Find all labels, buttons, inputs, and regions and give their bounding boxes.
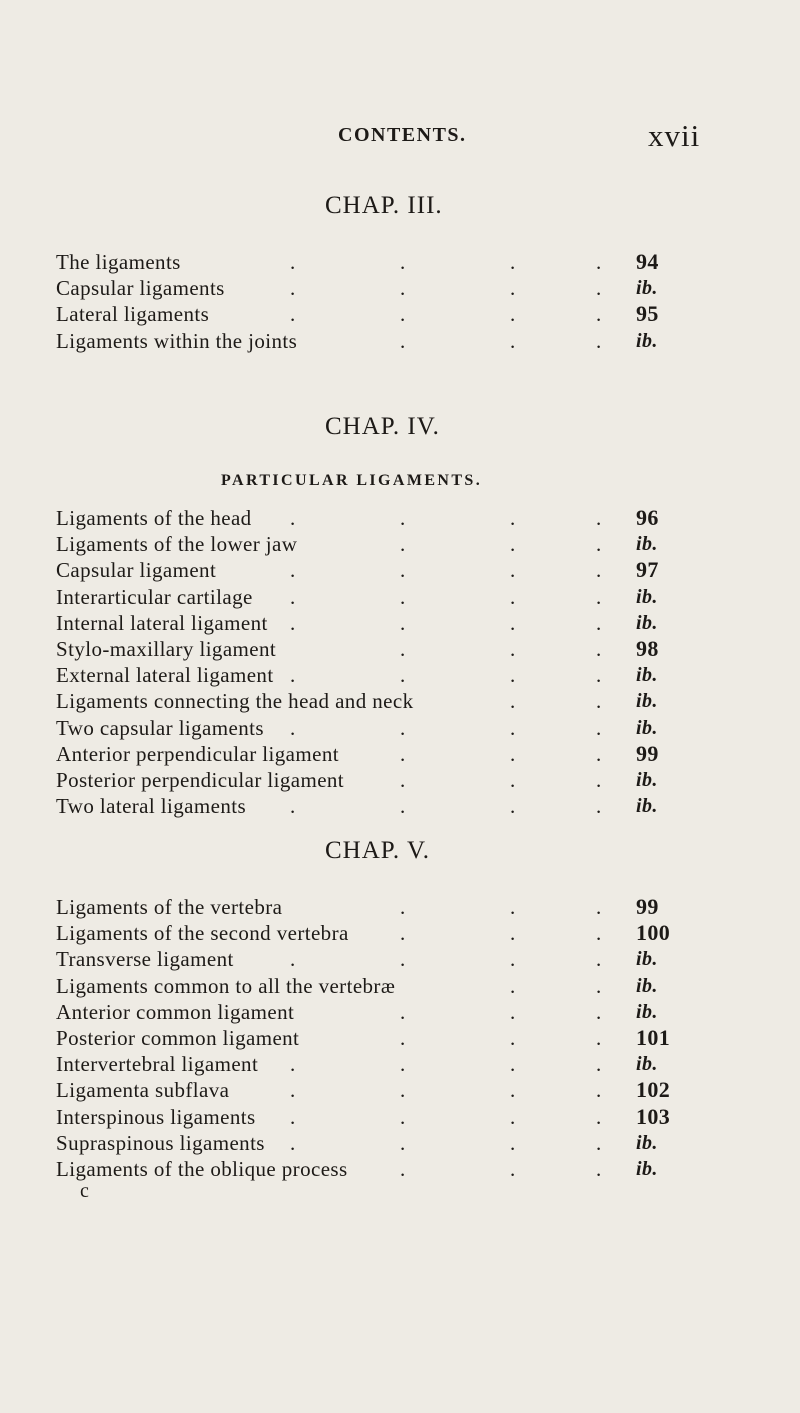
toc-entry-title: Ligaments of the vertebra	[56, 895, 283, 919]
leader-dot: .	[290, 558, 296, 583]
toc-entry	[56, 636, 726, 662]
toc-entry-page: 96	[636, 505, 659, 530]
leader-dot: .	[290, 794, 296, 819]
toc-entry-page: ib.	[636, 1053, 658, 1076]
leader-dot: .	[510, 689, 516, 714]
leader-dot: .	[400, 1078, 406, 1103]
leader-dot: .	[510, 506, 516, 530]
toc-entry	[56, 973, 726, 999]
toc-entry	[56, 741, 726, 767]
leader-dot: .	[290, 1130, 296, 1155]
toc-entry	[56, 249, 726, 275]
leader-dot: .	[596, 584, 602, 609]
leader-dot: .	[290, 663, 296, 688]
leader-dot: .	[400, 767, 406, 792]
toc-entry-title: Lateral ligaments	[56, 302, 210, 327]
toc-entry-title: Posterior perpendicular ligament	[56, 767, 345, 792]
leader-dot: .	[400, 921, 406, 946]
leader-dot: .	[596, 610, 602, 635]
toc-entry	[56, 275, 726, 301]
leader-dot: .	[596, 1052, 602, 1077]
leader-dot: .	[290, 1052, 296, 1077]
toc-entry-title: Anterior common ligament	[56, 999, 295, 1024]
leader-dot: .	[400, 558, 406, 583]
toc-entry	[56, 610, 726, 636]
leader-dot: .	[510, 302, 516, 327]
leader-dot: .	[510, 1052, 516, 1077]
leader-dot: .	[596, 250, 602, 274]
leader-dot: .	[596, 506, 602, 530]
leader-dot: .	[290, 506, 296, 530]
leader-dot: .	[510, 794, 516, 819]
toc-entry-page: 97	[636, 557, 659, 583]
leader-dot: .	[400, 1130, 406, 1155]
leader-dot: .	[596, 767, 602, 792]
leader-dot: .	[510, 1130, 516, 1155]
chapter-subheading: PARTICULAR LIGAMENTS.	[221, 472, 483, 489]
toc-entry-page: 103	[636, 1103, 671, 1129]
toc-entry-page: ib.	[636, 974, 658, 997]
toc-entry	[56, 1051, 726, 1077]
running-head	[0, 118, 800, 158]
leader-dot: .	[596, 973, 602, 998]
toc-entry-page: 94	[636, 249, 659, 274]
leader-dot: .	[596, 558, 602, 583]
toc-entry-title: Intervertebral ligament	[56, 1052, 259, 1077]
toc-entry-title: Anterior perpendicular ligament	[56, 741, 339, 766]
chapter-entries	[56, 505, 726, 819]
toc-entry	[56, 999, 726, 1025]
toc-entry-title: Two lateral ligaments	[56, 794, 247, 819]
leader-dot: .	[596, 947, 602, 972]
leader-dot: .	[596, 895, 602, 919]
leader-dot: .	[596, 794, 602, 819]
toc-entry	[56, 1104, 726, 1130]
leader-dot: .	[400, 663, 406, 688]
leader-dot: .	[596, 689, 602, 714]
toc-entry	[56, 767, 726, 793]
toc-entry-title: Ligaments within the joints	[56, 328, 298, 353]
leader-dot: .	[510, 715, 516, 740]
toc-entry-page: ib.	[636, 716, 658, 739]
toc-entry-title: Ligamenta subflava	[56, 1078, 230, 1103]
leader-dot: .	[596, 532, 602, 557]
leader-dot: .	[510, 250, 516, 274]
leader-dot: .	[290, 1078, 296, 1103]
leader-dot: .	[510, 1078, 516, 1103]
toc-entry-title: Posterior common ligament	[56, 1025, 300, 1050]
toc-entry	[56, 920, 726, 946]
toc-entry-title: Supraspinous ligaments	[56, 1130, 265, 1155]
chapter-heading: CHAP. V.	[325, 837, 431, 864]
signature-mark: c	[80, 1180, 89, 1202]
toc-entry	[56, 688, 726, 714]
leader-dot: .	[400, 741, 406, 766]
toc-entry	[56, 531, 726, 557]
leader-dot: .	[510, 895, 516, 919]
toc-entry-page: ib.	[636, 277, 658, 300]
leader-dot: .	[400, 1156, 406, 1181]
leader-dot: .	[596, 276, 602, 301]
leader-dot: .	[510, 532, 516, 557]
leader-dot: .	[400, 1052, 406, 1077]
toc-entry-title: Capsular ligaments	[56, 276, 225, 301]
leader-dot: .	[290, 302, 296, 327]
toc-entry-title: Stylo-maxillary ligament	[56, 636, 277, 661]
toc-entry-title: Ligaments of the oblique process	[56, 1156, 348, 1181]
chapter-heading: CHAP. III.	[325, 192, 443, 219]
leader-dot: .	[400, 1104, 406, 1129]
toc-entry-title: Ligaments common to all the vertebræ	[56, 973, 396, 998]
leader-dot: .	[596, 1104, 602, 1129]
leader-dot: .	[596, 1078, 602, 1103]
leader-dot: .	[510, 328, 516, 353]
toc-entry-page: ib.	[636, 611, 658, 634]
leader-dot: .	[510, 741, 516, 766]
toc-entry-page: 100	[636, 920, 671, 946]
leader-dot: .	[400, 250, 406, 274]
leader-dot: .	[400, 610, 406, 635]
leader-dot: .	[400, 999, 406, 1024]
leader-dot: .	[290, 584, 296, 609]
toc-entry-title: Two capsular ligaments	[56, 715, 264, 740]
toc-entry-page: ib.	[636, 1157, 658, 1180]
toc-entry	[56, 1025, 726, 1051]
toc-entry-title: Interarticular cartilage	[56, 584, 253, 609]
toc-entry	[56, 946, 726, 972]
leader-dot: .	[596, 302, 602, 327]
leader-dot: .	[510, 1025, 516, 1050]
toc-entry	[56, 328, 726, 354]
chapter-entries	[56, 894, 726, 1182]
toc-entry-title: Internal lateral ligament	[56, 610, 268, 635]
leader-dot: .	[596, 741, 602, 766]
leader-dot: .	[400, 506, 406, 530]
toc-entry-page: ib.	[636, 664, 658, 687]
toc-entry-title: Capsular ligament	[56, 558, 217, 583]
leader-dot: .	[510, 276, 516, 301]
toc-entry-page: ib.	[636, 533, 658, 556]
leader-dot: .	[400, 947, 406, 972]
leader-dot: .	[510, 1104, 516, 1129]
toc-entry-title: Ligaments connecting the head and neck	[56, 689, 414, 714]
leader-dot: .	[596, 636, 602, 661]
toc-entry-page: ib.	[636, 795, 658, 818]
toc-entry-title: External lateral ligament	[56, 663, 274, 688]
toc-entry-page: ib.	[636, 948, 658, 971]
leader-dot: .	[290, 250, 296, 274]
leader-dot: .	[510, 973, 516, 998]
leader-dot: .	[400, 636, 406, 661]
leader-dot: .	[400, 532, 406, 557]
toc-entry	[56, 1156, 726, 1182]
toc-entry-page: ib.	[636, 1131, 658, 1154]
leader-dot: .	[596, 715, 602, 740]
leader-dot: .	[290, 1104, 296, 1129]
leader-dot: .	[400, 276, 406, 301]
toc-entry-page: 101	[636, 1024, 671, 1050]
toc-entry-title: The ligaments	[56, 250, 181, 274]
toc-entry-title: Ligaments of the second vertebra	[56, 921, 349, 946]
toc-entry	[56, 557, 726, 583]
running-head-page-number: xvii	[648, 118, 701, 153]
toc-entry	[56, 1077, 726, 1103]
toc-entry-page: ib.	[636, 329, 658, 352]
leader-dot: .	[510, 636, 516, 661]
leader-dot: .	[596, 328, 602, 353]
toc-entry	[56, 1130, 726, 1156]
leader-dot: .	[400, 895, 406, 919]
leader-dot: .	[510, 610, 516, 635]
toc-entry	[56, 584, 726, 610]
leader-dot: .	[596, 921, 602, 946]
toc-entry-title: Interspinous ligaments	[56, 1104, 256, 1129]
toc-entry	[56, 715, 726, 741]
toc-entry	[56, 894, 726, 920]
leader-dot: .	[290, 276, 296, 301]
leader-dot: .	[400, 715, 406, 740]
toc-entry	[56, 301, 726, 327]
toc-entry-page: ib.	[636, 1000, 658, 1023]
running-head-title: CONTENTS.	[338, 124, 467, 146]
leader-dot: .	[510, 767, 516, 792]
toc-entry-page: ib.	[636, 690, 658, 713]
toc-entry-title: Transverse ligament	[56, 947, 234, 972]
leader-dot: .	[400, 328, 406, 353]
toc-entry-title: Ligaments of the lower jaw	[56, 532, 298, 557]
toc-entry-page: ib.	[636, 585, 658, 608]
leader-dot: .	[290, 715, 296, 740]
leader-dot: .	[510, 947, 516, 972]
leader-dot: .	[400, 1025, 406, 1050]
toc-entry-page: ib.	[636, 768, 658, 791]
leader-dot: .	[400, 302, 406, 327]
leader-dot: .	[400, 794, 406, 819]
leader-dot: .	[290, 947, 296, 972]
toc-entry	[56, 793, 726, 819]
chapter-entries	[56, 249, 726, 354]
toc-entry-page: 102	[636, 1077, 671, 1103]
toc-entry	[56, 505, 726, 531]
leader-dot: .	[510, 663, 516, 688]
leader-dot: .	[510, 558, 516, 583]
toc-entry-page: 99	[636, 894, 659, 919]
leader-dot: .	[400, 584, 406, 609]
leader-dot: .	[510, 584, 516, 609]
leader-dot: .	[510, 1156, 516, 1181]
toc-entry	[56, 662, 726, 688]
leader-dot: .	[290, 610, 296, 635]
chapter-heading: CHAP. IV.	[325, 413, 440, 440]
leader-dot: .	[596, 1025, 602, 1050]
leader-dot: .	[596, 1156, 602, 1181]
leader-dot: .	[596, 1130, 602, 1155]
leader-dot: .	[510, 999, 516, 1024]
toc-entry-page: 99	[636, 740, 659, 766]
toc-entry-page: 98	[636, 635, 659, 661]
toc-entry-title: Ligaments of the head	[56, 506, 252, 530]
leader-dot: .	[596, 663, 602, 688]
leader-dot: .	[510, 921, 516, 946]
toc-entry-page: 95	[636, 301, 659, 327]
leader-dot: .	[596, 999, 602, 1024]
